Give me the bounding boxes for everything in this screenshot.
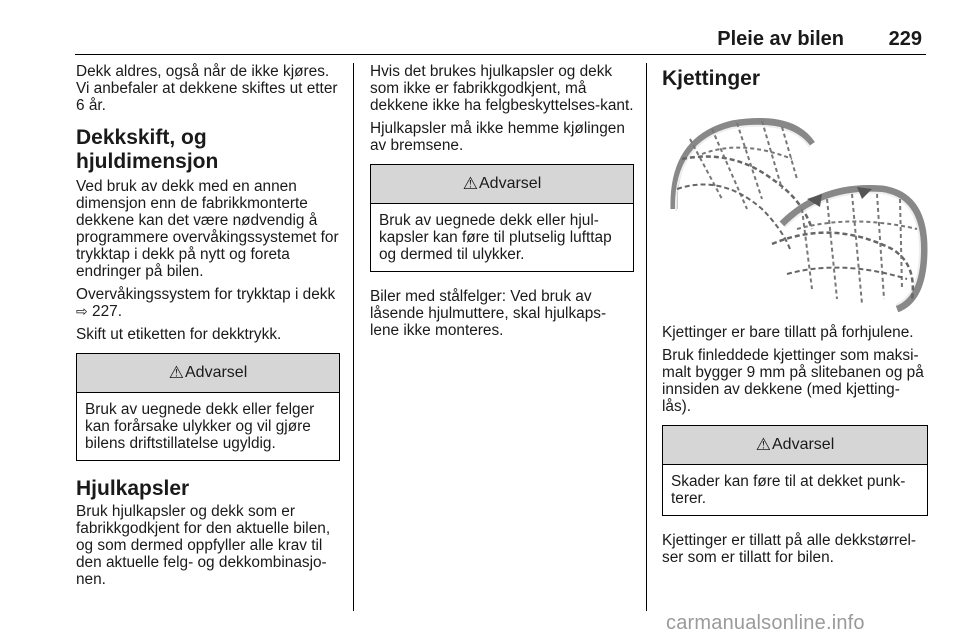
- warning-title: Advarsel: [772, 436, 835, 453]
- snow-chains-illustration: [662, 99, 928, 314]
- warning-text: Bruk av uegnede dekk eller hjul-kapsler kan føre til plutselig lufttap og dermed til ulykker.: [379, 212, 612, 263]
- brake-cooling-paragraph: Hjulkapsler må ikke hemme kjølingen av bremsene.: [370, 120, 625, 154]
- warning-header: [663, 426, 927, 465]
- all-sizes-paragraph: Kjettinger er tillatt på alle dekkstørrel-ser som er tillatt for bilen.: [662, 532, 917, 566]
- column-divider-1: [353, 63, 354, 611]
- wheel-covers-paragraph: Bruk hjulkapsler og dekk som er fabrikkgodkjent for den aktuelle bilen, og som dermed oppfyller alle krav til den aktuelle felg- og dekkombinasjo-nen.: [76, 503, 331, 588]
- warning-text: Bruk av uegnede dekk eller felger kan forårsake ulykker og vil gjøre bilens driftstillatelse ugyldig.: [85, 401, 315, 452]
- warning-box: [370, 164, 634, 272]
- warning-text: Skader kan føre til at dekket punk-terer.: [671, 473, 906, 507]
- page-header-title: Pleie av bilen: [717, 28, 844, 50]
- warning-box: [662, 425, 928, 516]
- column-divider-2: [646, 63, 647, 611]
- tyre-dimension-paragraph: Ved bruk av dekk med en annen dimensjon enn de fabrikkmonterte dekkene kan det være nødvendig å programmere overvåkingssystemet for trykktap i dekk på nytt og foreta endringer på bilen.: [76, 178, 339, 280]
- page-number: 229: [888, 28, 922, 50]
- section-heading-wheel-covers: Hjulkapsler: [76, 477, 190, 500]
- fine-link-chains-paragraph: Bruk finleddede kjettinger som maksi-malt bygger 9 mm på slitebanen og på innsiden av dekkene (med kjetting-lås).: [662, 347, 924, 415]
- tpms-reference-paragraph: [76, 286, 340, 320]
- warning-header: [371, 165, 633, 204]
- warning-title: Advarsel: [185, 364, 248, 381]
- warning-triangle-icon: ⚠: [462, 174, 478, 193]
- warning-triangle-icon: ⚠: [755, 435, 771, 454]
- warning-header: [77, 354, 339, 393]
- tpms-reference-text: Overvåkingssystem for trykktap i dekk: [76, 286, 336, 303]
- warning-title: Advarsel: [479, 175, 542, 192]
- steel-rims-paragraph: Biler med stålfelger: Ved bruk av låsende hjulmuttere, skal hjulkaps-lene ikke monteres.: [370, 288, 607, 339]
- front-wheels-paragraph: Kjettinger er bare tillatt på forhjulene.: [662, 324, 914, 341]
- column-3: [662, 63, 928, 572]
- tpms-reference-page: 227.: [92, 303, 122, 320]
- column-2: [370, 63, 634, 345]
- column-1: [76, 63, 340, 594]
- label-paragraph: Skift ut etiketten for dekktrykk.: [76, 326, 282, 343]
- section-heading-snow-chains: Kjettinger: [662, 67, 761, 90]
- header-rule: [75, 54, 926, 55]
- watermark-text: carmanualsonline.info: [666, 612, 865, 634]
- section-heading-tyre-change: Dekkskift, og hjuldimensjon: [76, 126, 219, 173]
- intro-paragraph: Dekk aldres, også når de ikke kjøres. Vi anbefaler at dekkene skiftes ut etter 6 år.: [76, 63, 338, 114]
- wheel-cover-approval-paragraph: Hvis det brukes hjulkapsler og dekk som ikke er fabrikkgodkjent, må dekkene ikke ha felgbeskyttelses-kant.: [370, 63, 634, 114]
- page-reference-arrow-icon: ⇨: [76, 303, 88, 319]
- warning-triangle-icon: ⚠: [168, 363, 184, 382]
- warning-box: [76, 353, 340, 461]
